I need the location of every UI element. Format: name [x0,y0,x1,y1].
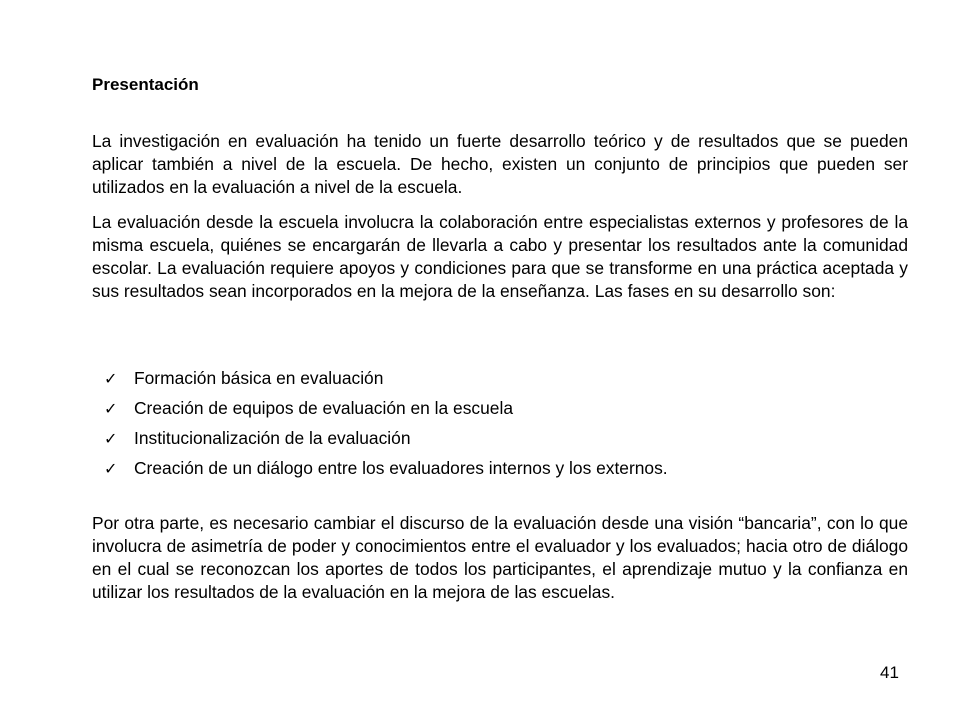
checklist-item-label: Creación de equipos de evaluación en la escuela [134,398,513,418]
checkmark-icon: ✓ [104,459,118,478]
checklist-item [104,367,904,397]
checklist-item [104,427,904,457]
paragraph-conclusion: Por otra parte, es necesario cambiar el discurso de la evaluación desde una visión “bancaria”, con lo que involucra de asimetría de poder y conocimientos entre el evaluador y los evaluados; hacia otro de diálogo en el cual se reconozcan los aportes de todos los participantes, el aprendizaje mutuo y la confianza en utilizar los resultados de la evaluación en la mejora de las escuelas. [92,513,908,602]
checklist-item [104,457,904,487]
checkmark-icon: ✓ [104,369,118,388]
checkmark-icon: ✓ [104,429,118,448]
page-number: 41 [880,663,899,682]
paragraph-intro: La investigación en evaluación ha tenido un fuerte desarrollo teórico y de resultados que se pueden aplicar también a nivel de la escuela. De hecho, existen un conjunto de principios que pueden ser utilizados en la evaluación a nivel de la escuela. [92,131,908,197]
checkmark-icon: ✓ [104,399,118,418]
phases-checklist [104,367,904,487]
checklist-item-label: Formación básica en evaluación [134,368,384,388]
section-title: Presentación [92,75,199,94]
paragraph-phases: La evaluación desde la escuela involucra la colaboración entre especialistas externos y profesores de la misma escuela, quiénes se encargarán de llevarla a cabo y presentar los resultados ante la comunidad escolar. La evaluación requiere apoyos y condiciones para que se transforme en una práctica aceptada y sus resultados sean incorporados en la mejora de la enseñanza. Las fases en su desarrollo son: [92,212,908,301]
checklist-item-label: Institucionalización de la evaluación [134,428,411,448]
checklist-item-label: Creación de un diálogo entre los evaluadores internos y los externos. [134,458,668,478]
checklist-item [104,397,904,427]
